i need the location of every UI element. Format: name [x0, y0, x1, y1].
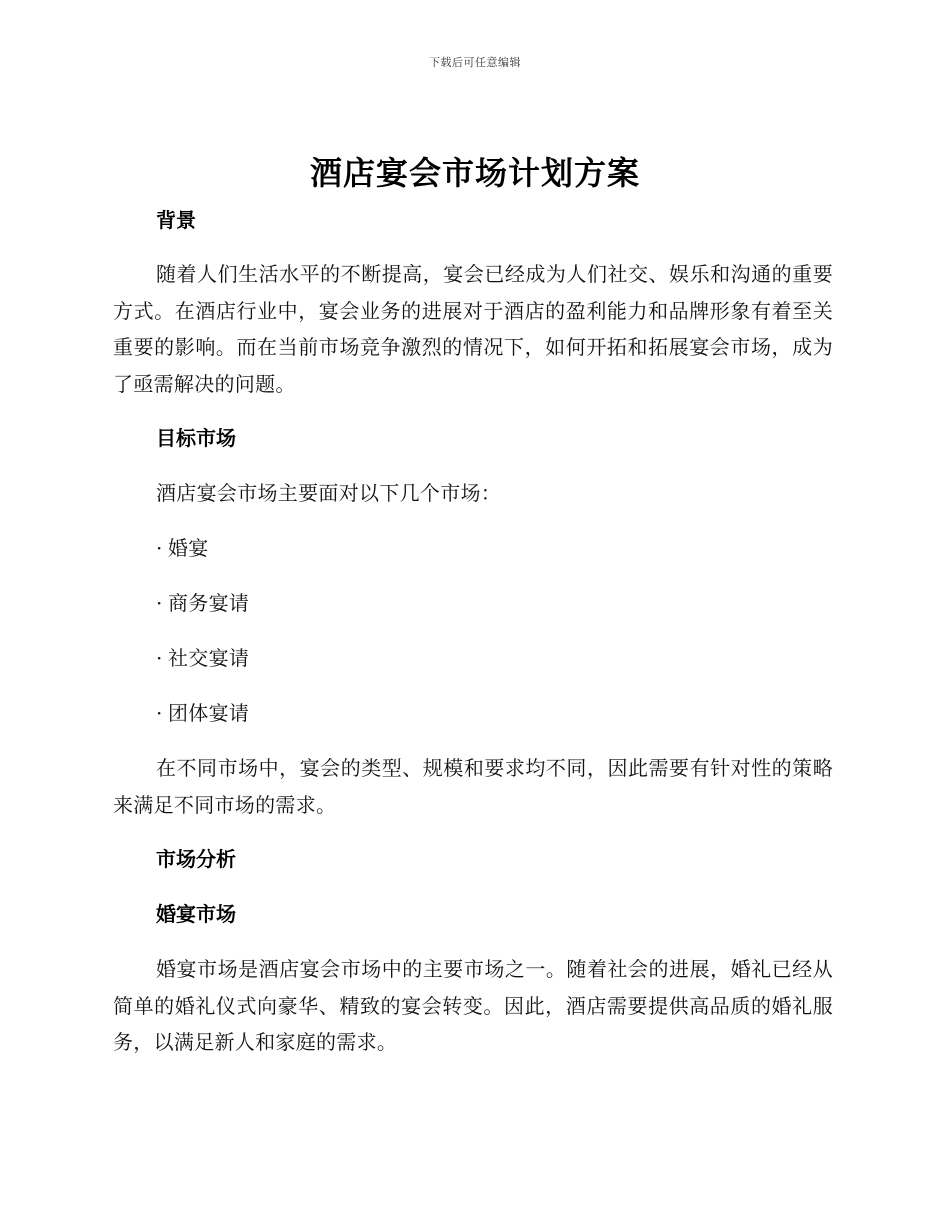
bullet-mark: ·: [156, 591, 163, 615]
list-item-label: 婚宴: [168, 536, 209, 560]
bullet-mark: ·: [156, 536, 163, 560]
section-heading-background: 背景: [156, 208, 196, 232]
target-market-outro: 在不同市场中，宴会的类型、规模和要求均不同，因此需要有针对性的策略来满足不同市场的需求。: [113, 756, 833, 817]
bullet-mark: ·: [156, 701, 163, 725]
list-item: [113, 695, 833, 731]
list-item: [113, 530, 833, 566]
list-item-label: 商务宴请: [168, 591, 250, 615]
section-heading-target-market: 目标市场: [156, 426, 236, 450]
document-title: 酒店宴会市场计划方案: [309, 154, 640, 192]
list-item: [113, 640, 833, 676]
list-item-label: 社交宴请: [168, 646, 250, 670]
background-paragraph: 随着人们生活水平的不断提高，宴会已经成为人们社交、娱乐和沟通的重要方式。在酒店行业中，宴会业务的进展对于酒店的盈利能力和品牌形象有着至关重要的影响。而在当前市场竞争激烈的情况下，如何开拓和拓展宴会市场，成为了亟需解决的问题。: [113, 262, 833, 396]
header-note: 下载后可任意编辑: [429, 56, 521, 69]
document-body: [113, 202, 833, 1061]
section-heading-market-analysis: 市场分析: [156, 847, 236, 871]
target-market-intro: 酒店宴会市场主要面对以下几个市场：: [156, 481, 502, 505]
section-heading-wedding-market: 婚宴市场: [156, 902, 236, 926]
bullet-mark: ·: [156, 646, 163, 670]
wedding-market-paragraph: 婚宴市场是酒店宴会市场中的主要市场之一。随着社会的进展，婚礼已经从简单的婚礼仪式向豪华、精致的宴会转变。因此，酒店需要提供高品质的婚礼服务，以满足新人和家庭的需求。: [113, 957, 833, 1054]
list-item-label: 团体宴请: [168, 701, 250, 725]
list-item: [113, 585, 833, 621]
